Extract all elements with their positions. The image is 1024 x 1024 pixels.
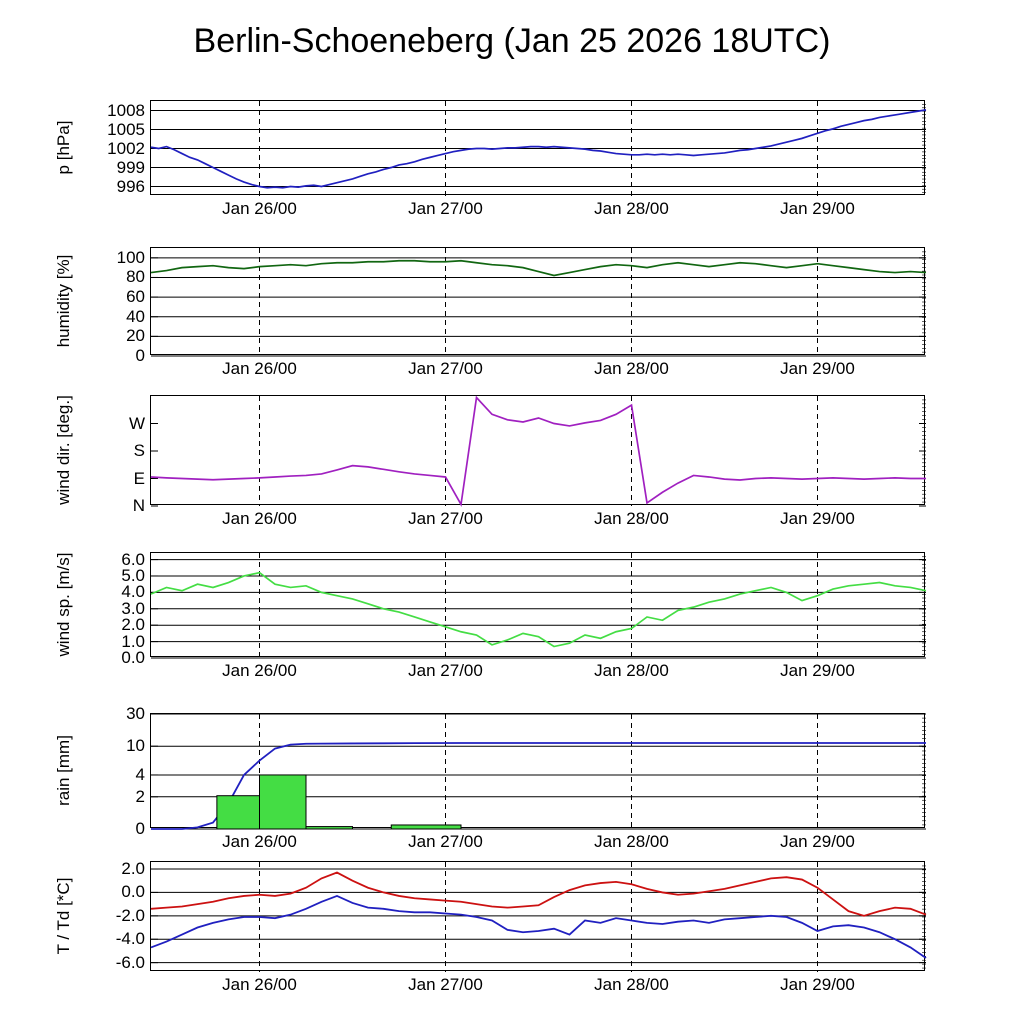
x-tick-label: Jan 26/00 [222, 359, 297, 378]
chart-panel-wind-direction [0, 395, 1024, 528]
chart-panel-rain [0, 704, 1024, 851]
x-tick-label: Jan 27/00 [408, 199, 483, 218]
y-axis-label-pressure: p [hPa] [54, 120, 73, 175]
chart-panel-pressure [0, 100, 1024, 218]
page-title: Berlin-Schoeneberg (Jan 25 2026 18UTC) [193, 22, 831, 60]
y-tick-label: 1008 [107, 100, 145, 120]
y-tick-label: W [128, 413, 145, 433]
x-tick-label: Jan 28/00 [594, 661, 669, 680]
x-tick-label: Jan 28/00 [594, 832, 669, 851]
y-axis-label-rain: rain [mm] [54, 735, 73, 806]
x-tick-label: Jan 29/00 [780, 509, 855, 528]
y-tick-label: N [132, 496, 145, 515]
y-tick-label: 30 [126, 704, 145, 723]
x-tick-label: Jan 27/00 [408, 359, 483, 378]
y-axis-label-humidity: humidity [%] [54, 254, 73, 348]
x-tick-label: Jan 29/00 [780, 199, 855, 218]
plot-area-pressure [107, 100, 925, 218]
x-tick-label: Jan 27/00 [408, 832, 483, 851]
y-tick-label: 1002 [107, 138, 145, 158]
y-tick-label: -2.0 [115, 905, 145, 925]
x-tick-label: Jan 26/00 [222, 832, 297, 851]
chart-panel-humidity [0, 247, 1024, 378]
y-tick-label: E [133, 468, 145, 488]
y-tick-label: 40 [126, 306, 145, 326]
x-tick-label: Jan 26/00 [222, 509, 297, 528]
y-tick-label: 3.0 [121, 598, 145, 618]
x-tick-label: Jan 26/00 [222, 199, 297, 218]
x-tick-label: Jan 27/00 [408, 661, 483, 680]
x-tick-label: Jan 28/00 [594, 509, 669, 528]
y-tick-label: 2.0 [121, 615, 145, 635]
y-tick-label: 5.0 [121, 565, 145, 585]
y-tick-label: 0 [135, 819, 145, 838]
plot-area-temperature-dewpoint [115, 859, 925, 994]
y-tick-label: 0.0 [121, 882, 145, 902]
plot-area-wind-speed [121, 549, 925, 680]
plot-area-rain [126, 704, 925, 851]
y-axis-label-wind-speed: wind sp. [m/s] [54, 552, 73, 657]
x-tick-label: Jan 26/00 [222, 661, 297, 680]
plot-area-wind-direction [128, 395, 925, 528]
y-tick-label: 20 [126, 326, 145, 346]
y-tick-label: 2.0 [121, 859, 145, 879]
y-tick-label: 100 [116, 247, 145, 267]
y-tick-label: 2 [135, 786, 145, 806]
y-tick-label: 60 [126, 287, 145, 307]
x-tick-label: Jan 28/00 [594, 359, 669, 378]
y-tick-label: -4.0 [115, 929, 145, 949]
y-axis-label-temperature-dewpoint: T / Td [*C] [54, 877, 73, 955]
plot-area-humidity [116, 247, 925, 378]
y-tick-label: 80 [126, 267, 145, 287]
y-tick-label: 996 [116, 176, 145, 196]
y-tick-label: 10 [126, 736, 145, 756]
y-tick-label: 0 [135, 346, 145, 365]
y-tick-label: 4 [135, 764, 145, 784]
x-tick-label: Jan 28/00 [594, 199, 669, 218]
x-tick-label: Jan 29/00 [780, 975, 855, 994]
x-tick-label: Jan 26/00 [222, 975, 297, 994]
x-tick-label: Jan 27/00 [408, 509, 483, 528]
y-tick-label: 4.0 [121, 582, 145, 602]
y-tick-label: 1.0 [121, 631, 145, 651]
y-tick-label: -6.0 [115, 952, 145, 972]
chart-panel-wind-speed [0, 549, 1024, 680]
y-tick-label: 6.0 [121, 549, 145, 569]
y-tick-label: 1005 [107, 119, 145, 139]
x-tick-label: Jan 27/00 [408, 975, 483, 994]
x-tick-label: Jan 29/00 [780, 661, 855, 680]
y-axis-label-wind-direction: wind dir. [deg.] [54, 395, 73, 505]
x-tick-label: Jan 29/00 [780, 832, 855, 851]
y-tick-label: 999 [116, 157, 145, 177]
y-tick-label: 0.0 [121, 648, 145, 667]
x-tick-label: Jan 28/00 [594, 975, 669, 994]
chart-panel-temperature-dewpoint [0, 859, 1024, 994]
x-tick-label: Jan 29/00 [780, 359, 855, 378]
y-tick-label: S [133, 441, 145, 460]
